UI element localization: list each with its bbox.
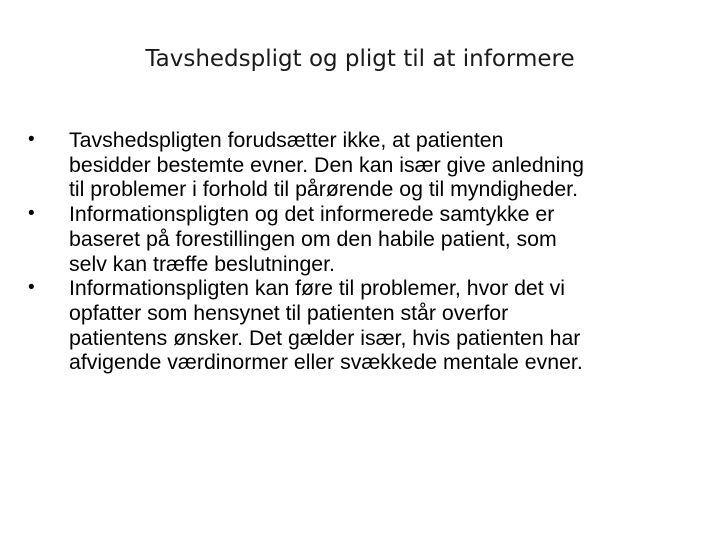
bullet-text-line: Informationspligten kan føre til problemer, hvor det vi [69,276,565,301]
bullet-dot-icon: • [28,203,35,225]
slide-title: Tavshedspligt og pligt til at informere [145,46,575,72]
bullet-text-line: besidder bestemte evner. Den kan især give anledning [69,152,584,177]
bullet-item-confidentiality [28,128,688,202]
bullet-dot-icon: • [28,129,35,150]
bullet-text-line: patientens ønsker. Det gælder især, hvis patienten har [69,325,581,350]
bullet-text-line: baseret på forestillingen om den habile patient, som [69,226,557,251]
bullet-dot-icon: • [28,277,35,299]
bullet-text-line: Tavshedspligten forudsætter ikke, at patienten [69,128,504,152]
bullet-text-line: selv kan træffe beslutninger. [69,251,335,276]
bullet-text-line: til problemer i forhold til pårørende og til myndigheder. [69,177,579,202]
bullet-item-information-duty [28,202,688,276]
bullet-text-line: opfatter som hensynet til patienten står overfor [69,300,509,325]
bullet-text-line: Informationspligten og det informerede samtykke er [69,202,555,227]
bullet-text-line: afvigende værdinormer eller svækkede mentale evner. [69,350,583,375]
bullet-item-information-problems [28,276,688,375]
bullet-list [28,128,688,375]
